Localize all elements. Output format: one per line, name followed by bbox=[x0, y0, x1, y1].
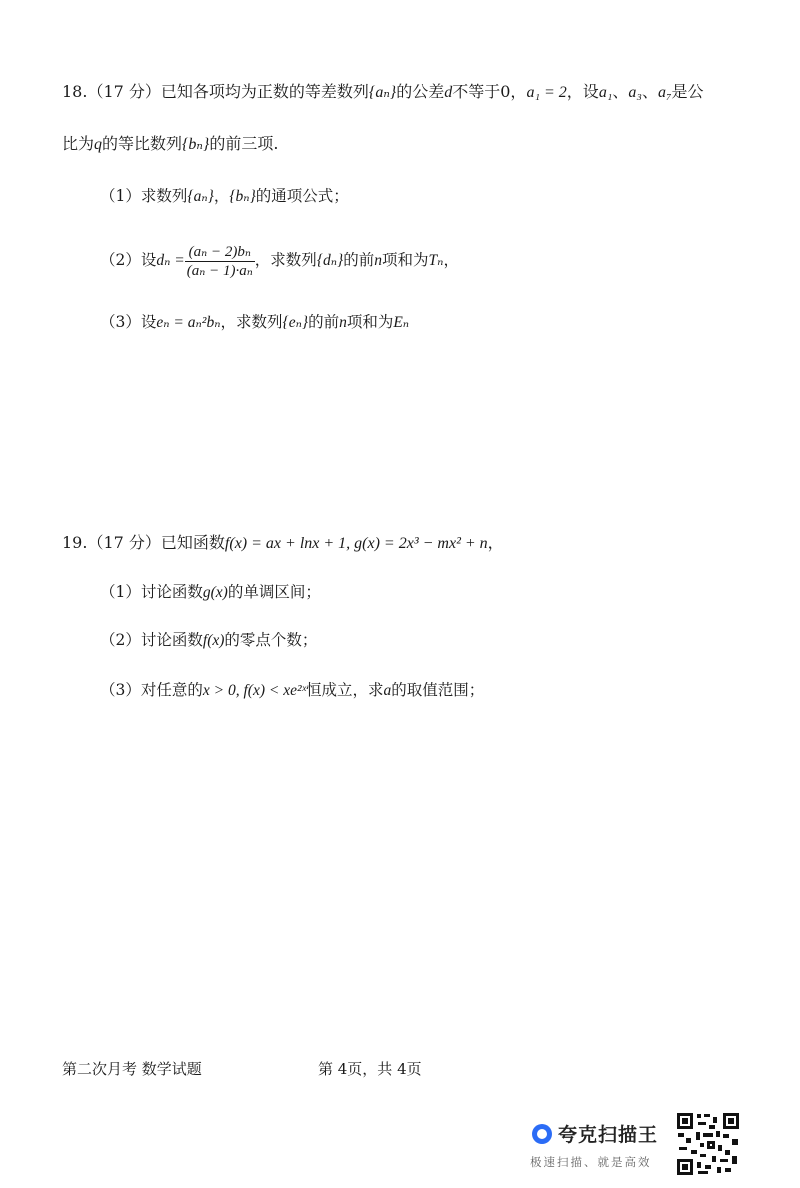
part-text: 的前 bbox=[308, 313, 340, 331]
part-text: 对任意的 bbox=[140, 681, 203, 699]
var-n: n bbox=[374, 252, 383, 269]
q19-part-3 bbox=[100, 678, 484, 703]
q19-part-2 bbox=[100, 628, 317, 653]
q18-part-3 bbox=[100, 310, 409, 335]
footer-exam-title: 第二次月考 数学试题 bbox=[62, 1060, 202, 1078]
q18-points: （17 分） bbox=[87, 82, 161, 101]
seq-b: {bₙ} bbox=[182, 136, 210, 153]
q18-text: 的前三项. bbox=[209, 134, 279, 153]
var-q: q bbox=[94, 136, 103, 153]
a1-equals: a₁ = 2 bbox=[526, 84, 567, 101]
var-n: n bbox=[339, 314, 347, 331]
part-label: （1） bbox=[100, 583, 141, 601]
seq-a: {aₙ} bbox=[187, 188, 214, 205]
part-text: 讨论函数 bbox=[140, 631, 203, 649]
inequality-condition: x > 0, f(x) < xe²ˣ bbox=[202, 682, 306, 699]
scanner-watermark bbox=[528, 1118, 668, 1178]
q19-part-1 bbox=[100, 580, 321, 605]
q18-text: 的等比数列 bbox=[102, 134, 183, 153]
num-zero: 0 bbox=[500, 82, 511, 101]
q19-text: 已知函数 bbox=[160, 533, 225, 552]
part-text: 恒成立，求 bbox=[305, 681, 384, 699]
part-text: 求数列 bbox=[140, 187, 188, 205]
quark-logo-icon bbox=[532, 1124, 552, 1144]
q18-part-2 bbox=[100, 236, 459, 285]
q18-number: 18. bbox=[62, 82, 88, 101]
part-label: （2） bbox=[100, 631, 141, 649]
seq-d: {dₙ} bbox=[316, 252, 344, 269]
seq-e: {eₙ} bbox=[282, 314, 309, 331]
var-a3: a₃ bbox=[628, 84, 642, 101]
part-label: （3） bbox=[100, 313, 141, 331]
part-text: 的通项公式； bbox=[255, 187, 349, 205]
var-a7: a₇ bbox=[657, 84, 672, 101]
q19-line-1 bbox=[62, 531, 504, 556]
q18-text: ，设 bbox=[566, 82, 599, 101]
qr-code-icon bbox=[676, 1112, 740, 1176]
q18-text: 比为 bbox=[62, 134, 95, 153]
part-text: 项和为 bbox=[382, 251, 429, 269]
d-n-fraction bbox=[185, 243, 255, 280]
part-text: ， bbox=[213, 187, 230, 205]
q18-text: 的公差 bbox=[396, 82, 445, 101]
part-text: 设 bbox=[140, 313, 157, 331]
part-text: ， bbox=[443, 251, 459, 269]
q19-number: 19. bbox=[62, 533, 88, 552]
part-text: ，求数列 bbox=[254, 251, 317, 269]
q18-text: 已知各项均为正数的等差数列 bbox=[160, 82, 369, 101]
var-En: Eₙ bbox=[393, 314, 410, 331]
part-text: 项和为 bbox=[346, 313, 394, 331]
part-text: ，求数列 bbox=[220, 313, 283, 331]
q18-line-2 bbox=[62, 132, 278, 157]
q18-part-1 bbox=[100, 184, 349, 209]
d-n-lhs: dₙ = bbox=[156, 252, 185, 269]
part-text: 的零点个数； bbox=[224, 631, 318, 649]
q18-text: ， bbox=[510, 82, 527, 101]
e-n-formula: eₙ = aₙ²bₙ bbox=[156, 314, 221, 331]
brand-name: 夸克扫描王 bbox=[558, 1124, 659, 1146]
part-label: （1） bbox=[100, 187, 141, 205]
part-text: 讨论函数 bbox=[140, 583, 203, 601]
q18-text: 、 bbox=[612, 82, 629, 101]
q18-text: 、 bbox=[641, 82, 658, 101]
var-a1: a₁ bbox=[598, 84, 613, 101]
part-text: 设 bbox=[140, 251, 157, 269]
q18-line-1 bbox=[62, 80, 704, 105]
q19-text: ， bbox=[487, 533, 504, 552]
part-label: （3） bbox=[100, 681, 141, 699]
part-text: 的取值范围； bbox=[391, 681, 485, 699]
q18-text: 是公 bbox=[671, 82, 704, 101]
func-g: g(x) bbox=[202, 584, 228, 601]
function-definitions: f(x) = ax + lnx + 1, g(x) = 2x³ − mx² + n bbox=[224, 535, 488, 552]
fraction-denominator: (aₙ − 1)·aₙ bbox=[186, 262, 253, 279]
func-f: f(x) bbox=[202, 632, 225, 649]
part-text: 的单调区间； bbox=[227, 583, 321, 601]
seq-b: {bₙ} bbox=[229, 188, 256, 205]
var-d: d bbox=[444, 84, 453, 101]
var-Tn: Tₙ bbox=[428, 252, 444, 269]
q19-points: （17 分） bbox=[87, 533, 161, 552]
fraction-numerator: (aₙ − 2)bₙ bbox=[185, 243, 255, 262]
footer-page-number: 第 4页，共 4页 bbox=[318, 1060, 422, 1078]
var-a: a bbox=[383, 682, 392, 699]
q18-text: 不等于 bbox=[452, 82, 501, 101]
part-label: （2） bbox=[100, 251, 141, 269]
part-text: 的前 bbox=[343, 251, 375, 269]
brand-slogan: 极速扫描、就是高效 bbox=[530, 1155, 652, 1169]
seq-a: {aₙ} bbox=[368, 84, 397, 101]
